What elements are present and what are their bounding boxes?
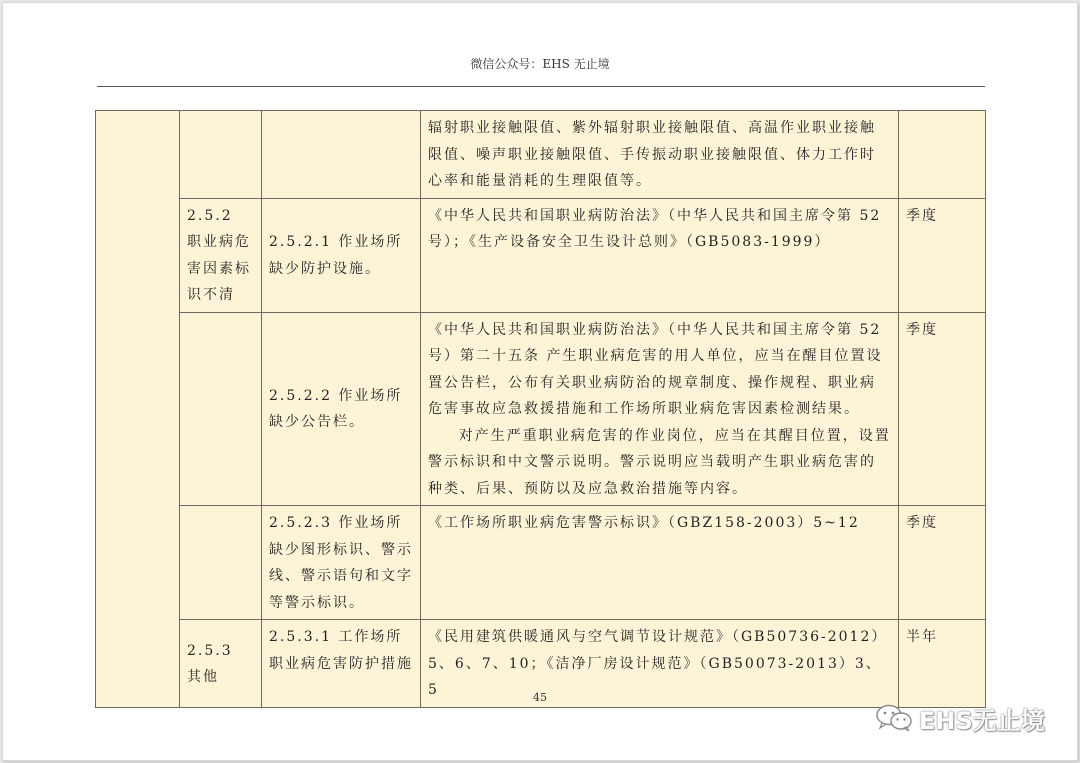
page-header: 微信公众号：EHS 无止境 [470,57,610,71]
item-cell [262,111,421,199]
item-cell: 2.5.2.1 作业场所缺少防护设施。 [262,198,421,312]
frequency-cell: 半年 [899,620,986,708]
item-cell: 2.5.2.3 作业场所缺少图形标识、警示线、警示语句和文字等警示标识。 [262,506,421,620]
page-number: 45 [533,691,547,704]
table-row [96,111,986,199]
watermark [875,703,1045,733]
basis-cell: 《中华人民共和国职业病防治法》（中华人民共和国主席令第 52 号）；《生产设备安全卫生设计总则》（GB5083-1999） [421,198,899,312]
basis-paragraph: 对产生严重职业病危害的作业岗位，应当在其醒目位置，设置警示标识和中文警示说明。警示说明应当载明产生职业病危害的种类、后果、预防以及应急救治措施等内容。 [428,427,891,497]
table-row [96,506,986,620]
item-cell: 2.5.3.1 工作场所职业病危害防护措施 [262,620,421,708]
frequency-cell [899,111,986,199]
table-row [96,312,986,506]
item-cell: 2.5.2.2 作业场所缺少公告栏。 [262,312,421,506]
frequency-cell: 季度 [899,198,986,312]
basis-cell: 《工作场所职业病危害警示标识》（GBZ158-2003）5~12 [421,506,899,620]
group-cell [180,111,262,199]
group-cell [180,506,262,620]
table-row [96,198,986,312]
header-rule [97,86,985,87]
frequency-cell: 季度 [899,506,986,620]
basis-cell [421,312,899,506]
hazard-table [95,110,986,708]
basis-paragraph: 《中华人民共和国职业病防治法》（中华人民共和国主席令第 52 号）第二十五条 产生职业病危害的用人单位，应当在醒目位置设置公告栏，公布有关职业病防治的规章制度、操作规程、职业病危害事故应急救援措施和工作场所职业病危害因素检测结果。 [428,321,883,417]
group-cell [180,312,262,506]
basis-cell: 辐射职业接触限值、紫外辐射职业接触限值、高温作业职业接触限值、噪声职业接触限值、手传振动职业接触限值、体力工作时心率和能量消耗的生理限值等。 [421,111,899,199]
wechat-icon [875,704,913,732]
watermark-text: EHS无止境 [919,706,1045,735]
frequency-cell: 季度 [899,312,986,506]
group-cell: 2.5.2 职业病危害因素标识不清 [180,198,262,312]
category-cell [96,111,180,708]
basis-cell: 《民用建筑供暖通风与空气调节设计规范》（GB50736-2012）5、6、7、10；《洁净厂房设计规范》（GB50073-2013）3、5 [421,620,899,708]
group-cell: 2.5.3 其他 [180,620,262,708]
document-page [2,2,1078,761]
